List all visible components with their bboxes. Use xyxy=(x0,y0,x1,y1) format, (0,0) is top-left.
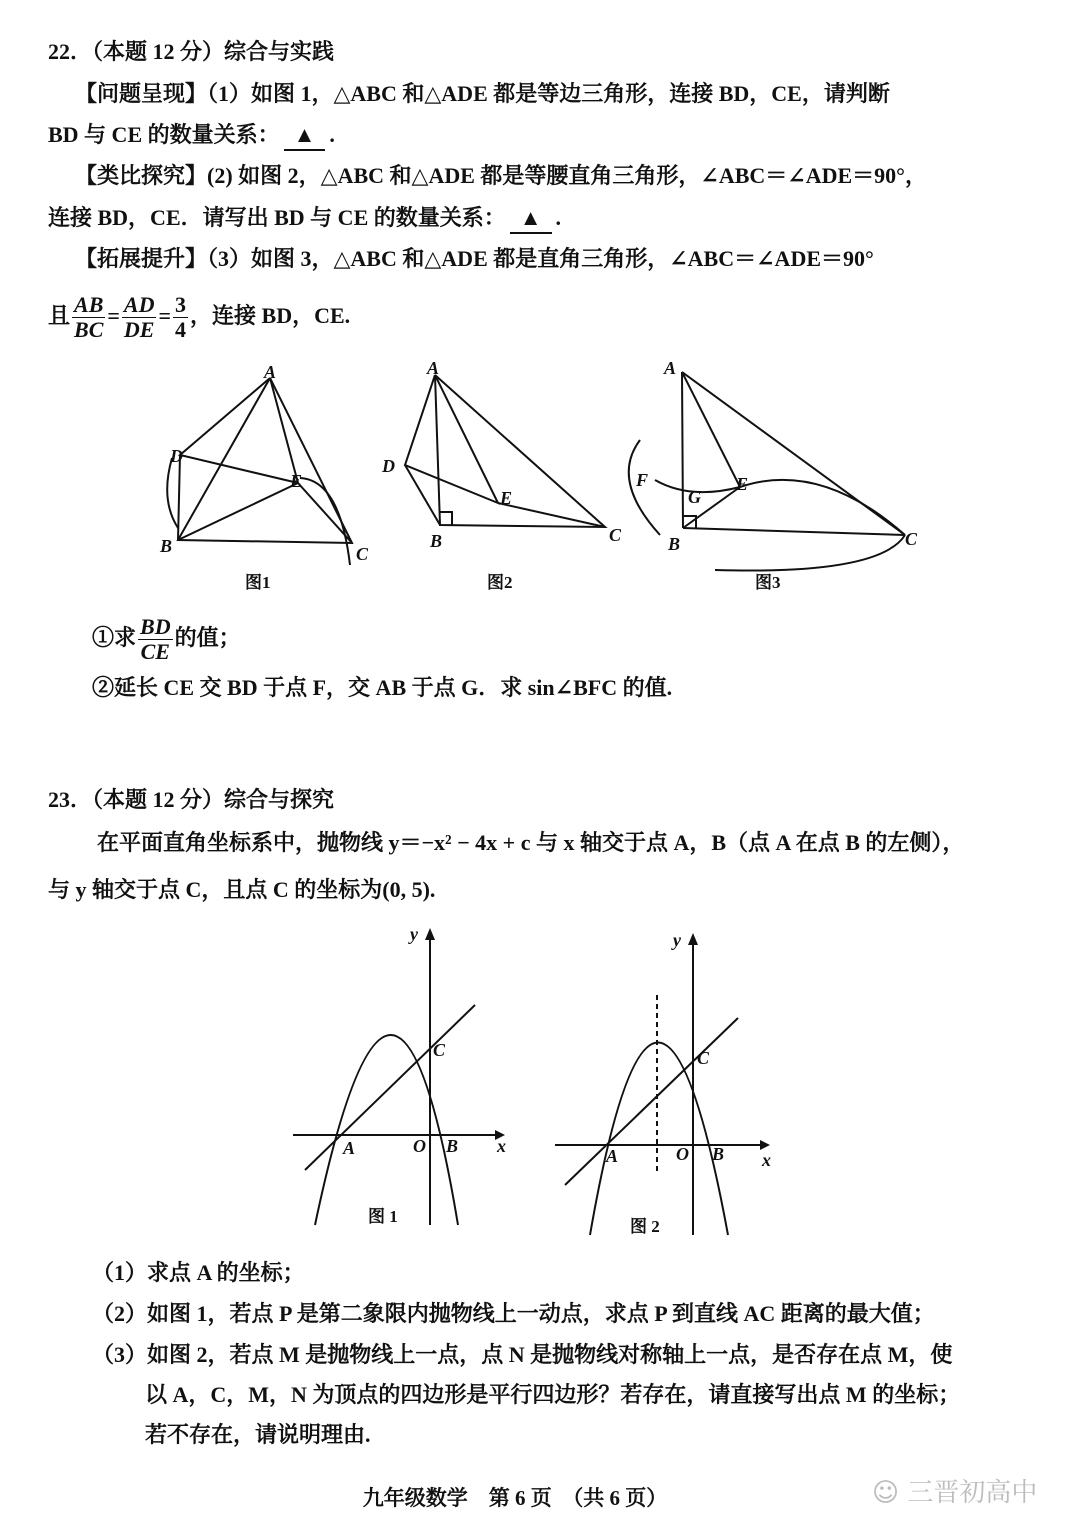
fig2-label-a: A xyxy=(427,358,440,378)
q22-part2-text: 连接 BD，CE．请写出 BD 与 CE 的数量关系： xyxy=(48,205,506,230)
q23-part2: （2）如图 1，若点 P 是第二象限内抛物线上一动点，求点 P 到直线 AC 距离的最大值； xyxy=(92,1301,935,1326)
graph1-label-a: A xyxy=(343,1138,356,1158)
wechat-icon: ☺ xyxy=(872,1478,900,1508)
q22-part2-line1: 【类比探究】(2) 如图 2，△ABC 和△ADE 都是等腰直角三角形，∠ABC＝∠ADE＝90°， xyxy=(75,163,927,188)
answer-blank: ▲ xyxy=(510,204,552,234)
fig3-label-g: G xyxy=(688,487,701,507)
q23-title: 23．（本题 12 分）综合与探究 xyxy=(48,787,335,812)
fig2-label-c: C xyxy=(609,525,622,545)
graph1-label-c: C xyxy=(433,1040,446,1060)
q22-part3-line1: 【拓展提升】（3）如图 3，△ABC 和△ADE 都是直角三角形，∠ABC＝∠ADE＝90° xyxy=(75,246,874,271)
fig3-label-a: A xyxy=(664,358,677,378)
page-footer: 九年级数学 第 6 页 （共 6 页） xyxy=(362,1486,668,1510)
fraction-ab-bc: $\frac{AB}{BC}$ xyxy=(74,292,104,343)
graph2-label-c: C xyxy=(697,1048,710,1068)
fig3-label-f: F xyxy=(636,470,649,490)
axis-arrows xyxy=(425,928,770,1150)
q22-part1-line1: 【问题呈现】（1）如图 1，△ABC 和△ADE 都是等边三角形，连接 BD，CE，请判断 xyxy=(75,81,890,106)
fig1-label-e: E xyxy=(290,471,303,491)
q23-intro-line1: 在平面直角坐标系中，抛物线 y＝−x² − 4x + c 与 x 轴交于点 A，B（点 A 在点 B 的左侧）， xyxy=(97,830,965,855)
q22-sub2: ②延长 CE 交 BD 于点 F，交 AB 于点 G．求 sin∠BFC 的值. xyxy=(92,675,673,700)
graph2-label-b: B xyxy=(712,1144,725,1164)
graph1-label-o: O xyxy=(413,1136,426,1156)
q22-part2-line2: 连接 BD，CE．请写出 BD 与 CE 的数量关系： ▲ . xyxy=(48,204,561,234)
answer-blank: ▲ xyxy=(284,121,326,151)
graph2-label-x: x xyxy=(762,1150,771,1170)
fig3-label-b: B xyxy=(668,534,681,554)
q22-part1-line2: BD 与 CE 的数量关系： ▲ . xyxy=(48,121,335,151)
fig3-label-c: C xyxy=(905,529,918,549)
graph2-caption: 图 2 xyxy=(630,1217,660,1236)
q23-intro-line2: 与 y 轴交于点 C，且点 C 的坐标为(0, 5). xyxy=(48,877,436,902)
fraction-3-4: $\frac{3}{4}$ xyxy=(175,292,187,343)
fraction-bd-ce: $\frac{BD}{CE}$ xyxy=(140,614,171,665)
fraction-ad-de: $\frac{AD}{DE}$ xyxy=(123,292,155,343)
q23-part1: （1）求点 A 的坐标； xyxy=(92,1260,305,1285)
q22-part3-prefix: 且 xyxy=(48,303,71,328)
q22-title: 22．（本题 12 分）综合与实践 xyxy=(48,39,335,64)
fig3-label-e: E xyxy=(736,474,749,494)
q23-part3-line2: 以 A，C，M，N 为顶点的四边形是平行四边形？若存在，请直接写出点 M 的坐标； xyxy=(145,1382,961,1407)
graph-2-geometry xyxy=(555,940,765,1235)
figure-1-geometry xyxy=(167,378,352,565)
fig2-caption: 图2 xyxy=(487,573,513,592)
fig2-label-b: B xyxy=(430,531,443,551)
graph2-label-a: A xyxy=(606,1146,619,1166)
q23-part3-line3: 若不存在，请说明理由. xyxy=(145,1422,371,1447)
q22-part1-text: BD 与 CE 的数量关系： xyxy=(48,122,280,147)
q22-part3-suffix: ，连接 BD，CE. xyxy=(190,303,351,328)
fig1-caption: 图1 xyxy=(245,573,271,592)
graph1-label-b: B xyxy=(446,1136,459,1156)
graph1-caption: 图 1 xyxy=(368,1207,398,1226)
q23-part3-line1: （3）如图 2，若点 M 是抛物线上一点，点 N 是抛物线对称轴上一点，是否存在点 M，使 xyxy=(92,1342,953,1367)
watermark: ☺ 三晋初高中 xyxy=(872,1478,1038,1508)
q22-sub1: ①求 $\frac{BD}{CE}$ 的值； xyxy=(92,614,241,665)
fig1-label-b: B xyxy=(160,536,173,556)
fig2-label-e: E xyxy=(500,488,513,508)
fig1-label-d: D xyxy=(170,446,183,466)
q22-part3-line2: 且 $\frac{AB}{BC}$ = $\frac{AD}{DE}$ = $\frac{3}{4}$ ，连接 BD，CE. xyxy=(48,292,351,343)
graph1-label-x: x xyxy=(497,1136,506,1156)
fig2-label-d: D xyxy=(382,456,395,476)
fig3-caption: 图3 xyxy=(755,573,781,592)
fig1-label-c: C xyxy=(356,544,369,564)
graph2-label-o: O xyxy=(676,1144,689,1164)
graph1-label-y: y xyxy=(410,924,418,944)
graph2-label-y: y xyxy=(673,930,681,950)
graph-1-geometry xyxy=(293,935,500,1225)
fig1-label-a: A xyxy=(264,362,277,382)
